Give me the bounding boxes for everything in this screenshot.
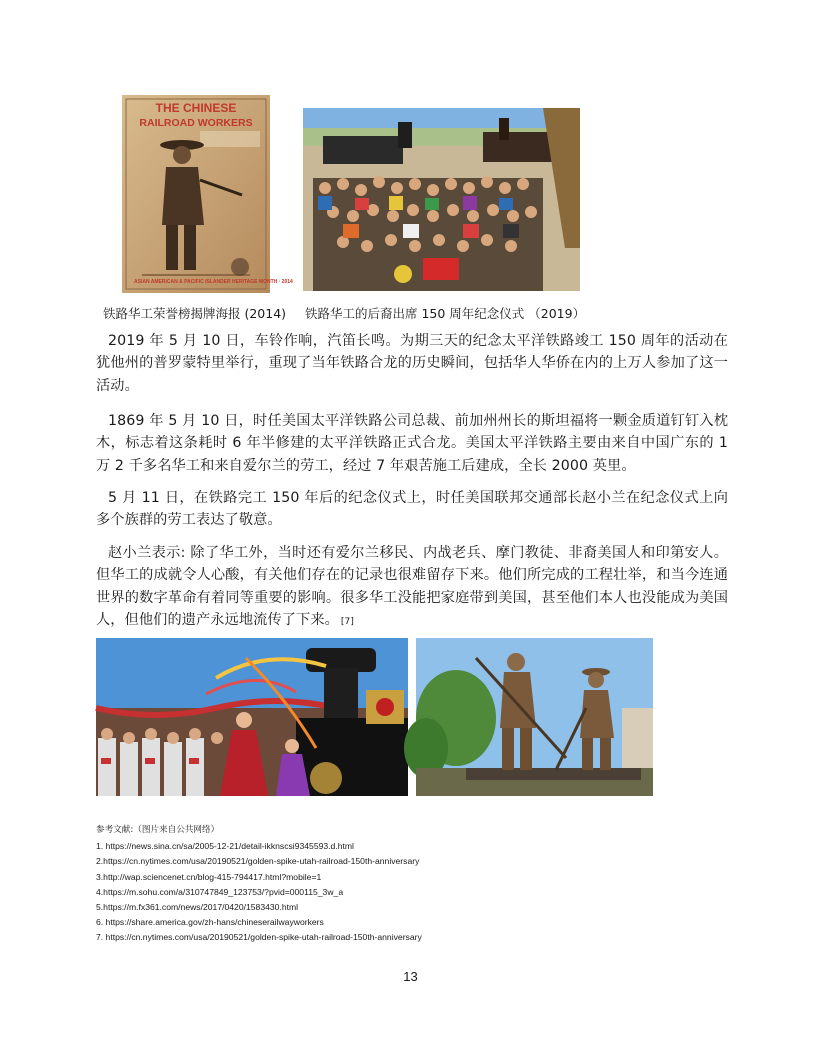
paragraph-1: 2019 年 5 月 10 日，车铃作响，汽笛长鸣。为期三天的纪念太平洋铁路竣工 150 周年的活动在犹他州的普罗蒙特里举行，重现了当年铁路合龙的历史瞬间，包括华人华侨在内的上万人参加了这一活动。 (96, 333, 728, 394)
reference-item: 1. https://news.sina.cn/sa/2005-12-21/detail-ikknscsi9345593.d.html (96, 841, 354, 852)
reference-item: 7. https://cn.nytimes.com/usa/20190521/golden-spike-utah-railroad-150th-anniversary (96, 932, 422, 943)
poster-bottom-text: ASIAN AMERICAN & PACIFIC ISLANDER HERITAGE MONTH · 2014 (134, 279, 293, 285)
references-heading: 参考文献:（图片来自公共网络） (96, 825, 220, 835)
reference-item: 5.https://m.fx361.com/news/2017/0420/1583430.html (96, 902, 299, 913)
page-number: 13 (403, 969, 418, 984)
celebration-ribbons-photo (96, 638, 408, 796)
poster-title-line1: THE CHINESE (155, 101, 237, 115)
caption-right: 铁路华工的后裔出席 150 周年纪念仪式 （2019） (305, 306, 586, 321)
reference-item: 2.https://cn.nytimes.com/usa/20190521/golden-spike-utah-railroad-150th-anniversary (96, 856, 420, 867)
poster-title-line2: RAILROAD WORKERS (139, 117, 253, 129)
paragraph-4 (96, 542, 728, 634)
paragraph-2: 1869 年 5 月 10 日，时任美国太平洋铁路公司总裁、前加州州长的斯坦福将一颗金质道钉钉入枕木，标志着这条耗时 6 年半修建的太平洋铁路正式合龙。美国太平洋铁路主要由来自中国广东的 1 万 2 千多名华工和来自爱尔兰的劳工，经过 7 年艰苦施工后建成，全长 2000 英里。 (96, 413, 728, 474)
paragraph-4-text: 赵小兰表示: 除了华工外，当时还有爱尔兰移民、内战老兵、摩门教徒、非裔美国人和印第安人。但华工的成就令人心酸，有关他们存在的记录也很难留存下来。他们所完成的工程壮举，和当今连通世界的数字革命有着同等重要的影响。很多华工没能把家庭带到美国，甚至他们本人也没能成为美国人，但他们的遗产永远地流传了下来。 (96, 545, 728, 629)
bronze-worker-statues-photo (416, 638, 653, 796)
reference-item: 4.https://m.sohu.com/a/310747849_123753/?pvid=000115_3w_a (96, 886, 344, 897)
paragraph-3: 5 月 11 日，在铁路完工 150 年后的纪念仪式上，时任美国联邦交通部长赵小兰在纪念仪式上向多个族群的劳工表达了敬意。 (96, 490, 728, 529)
caption-left: 铁路华工荣誉榜揭牌海报 (2014) (103, 306, 287, 321)
railroad-workers-poster-image (122, 95, 293, 293)
references (96, 823, 422, 946)
descendants-ceremony-photo (303, 108, 580, 291)
reference-item: 6. https://share.america.gov/zh-hans/chineserailwayworkers (96, 917, 324, 928)
citation-ref: [7] (340, 617, 354, 628)
reference-item: 3.http://wap.sciencenet.cn/blog-415-794417.html?mobile=1 (96, 871, 322, 882)
